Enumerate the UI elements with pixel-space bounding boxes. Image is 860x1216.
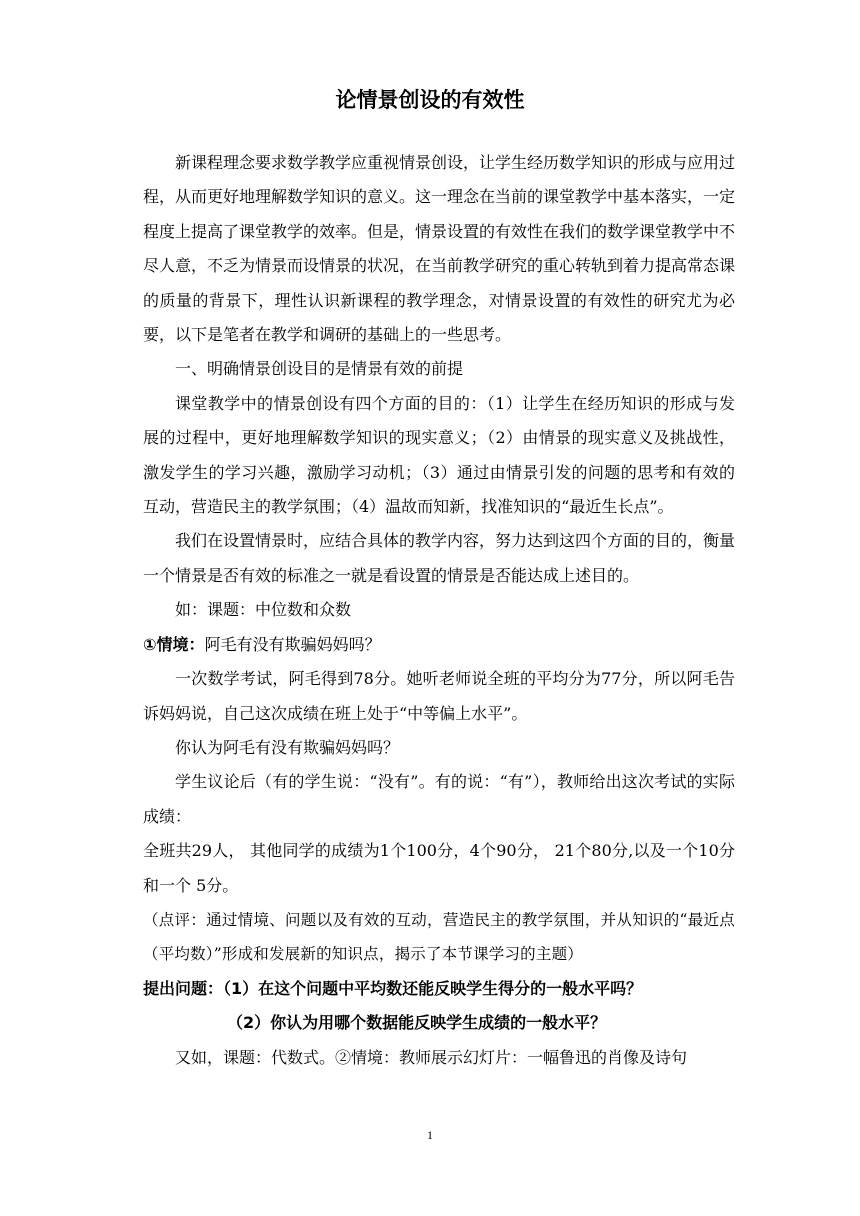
paragraph-second-example: 又如，课题：代数式。②情境：教师展示幻灯片：一幅鲁迅的肖像及诗句 (175, 1047, 688, 1067)
paragraph-exam: 一次数学考试，阿毛得到78分。她听老师说全班的平均分为77分，所以阿毛告诉妈妈说，自己这次成绩在班上处于“中等偏上水平”。 (143, 669, 735, 723)
paragraph-purposes: 课堂教学中的情景创设有四个方面的目的：（1）让学生在经历知识的形成与发展的过程中，更好地理解数学知识的现实意义；（2）由情景的现实意义及挑战性，激发学生的学习兴趣，激励学习动机；（3）通过由情景引发的问题的思考和有效的互动，营造民主的教学氛围；（4）温故而知新，找准知识的“最近生长点”。 (143, 393, 735, 517)
section-heading: 一、明确情景创设目的是情景有效的前提 (175, 359, 464, 379)
scenario-line (143, 628, 735, 662)
paragraph-scores: 全班共29人， 其他同学的成绩为1个100分，4个90分， 21个80分,以及一个10分和一个 5分。 (143, 841, 735, 895)
document-body (143, 146, 735, 1075)
scenario-label: ①情境： (143, 634, 205, 654)
paragraph-intro: 新课程理念要求数学教学应重视情景创设，让学生经历数学知识的形成与应用过程，从而更好地理解数学知识的意义。这一理念在当前的课堂教学中基本落实，一定程度上提高了课堂教学的效率。但是，情景设置的有效性在我们的数学课堂教学中不尽人意，不乏为情景而设情景的状况，在当前教学研究的重心转轨到着力提高常态课的质量的背景下，理性认识新课程的教学理念，对情景设置的有效性的研究尤为必要，以下是笔者在教学和调研的基础上的一些思考。 (143, 153, 736, 345)
document-title: 论情景创设的有效性 (335, 88, 525, 112)
comment-note: （点评：通过情境、问题以及有效的互动，营造民主的教学氛围，并从知识的“最近点（平均数）”形成和发展新的知识点，揭示了本节课学习的主题） (143, 910, 735, 964)
paragraph-standard: 我们在设置情景时，应结合具体的教学内容，努力达到这四个方面的目的，衡量一个情景是否有效的标准之一就是看设置的情景是否能达成上述目的。 (143, 531, 736, 585)
paragraph-discussion: 学生议论后（有的学生说：“没有”。有的说：“有”），教师给出这次考试的实际成绩： (143, 772, 735, 826)
scenario-text: 阿毛有没有欺骗妈妈吗？ (204, 634, 381, 654)
question-two: （2）你认为用哪个数据能反映学生成绩的一般水平？ (227, 1013, 607, 1033)
page-number: 1 (427, 1128, 433, 1142)
example-topic: 如：课题：中位数和众数 (175, 600, 352, 620)
paragraph-question: 你认为阿毛有没有欺骗妈妈吗？ (175, 737, 400, 757)
question-one: 提出问题：（1）在这个问题中平均数还能反映学生得分的一般水平吗？ (143, 978, 643, 998)
